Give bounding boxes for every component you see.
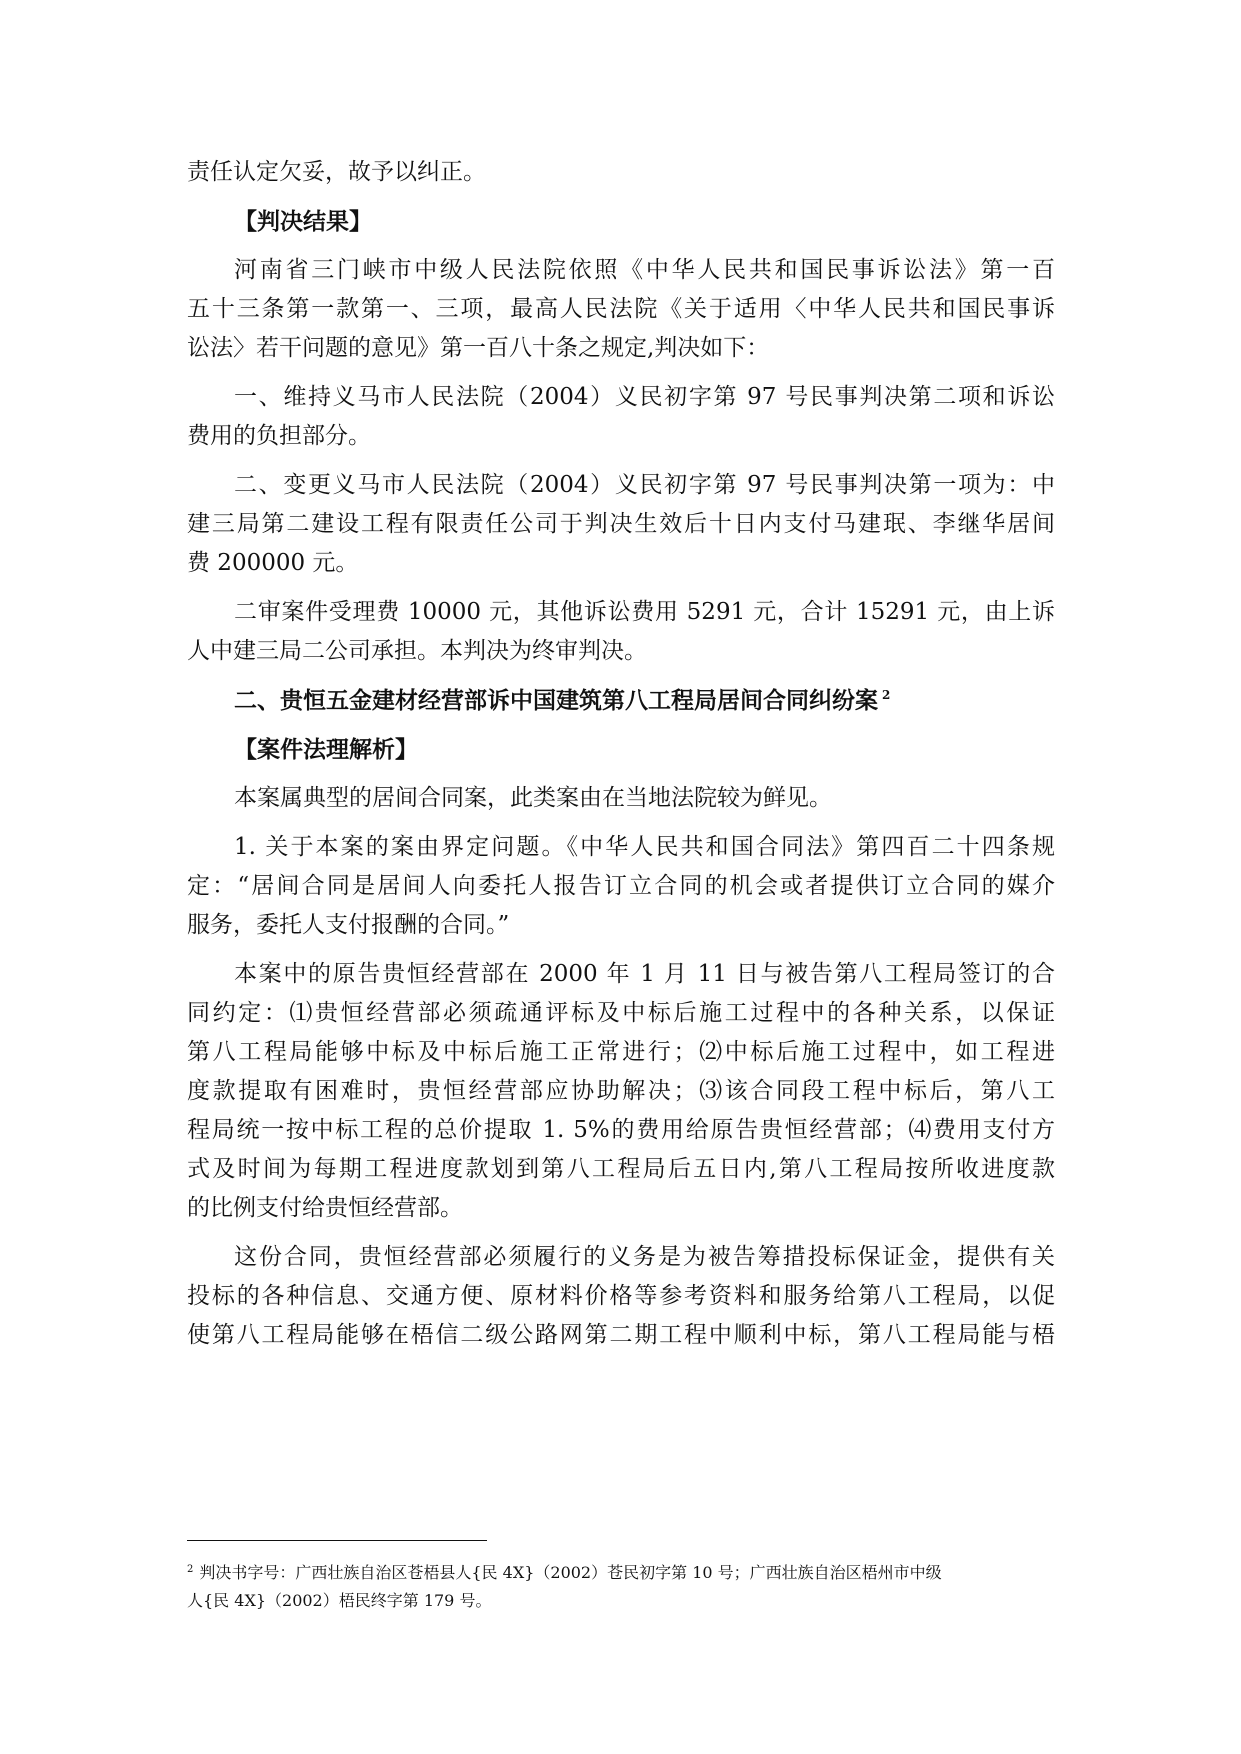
- line-text: 【判决结果】: [234, 208, 372, 235]
- paragraph-gap: [187, 368, 1055, 378]
- line-text: 二审案件受理费 10000 元，其他诉讼费用 5291 元，合计 15291 元，由上诉: [234, 599, 1055, 625]
- line-text: 本案属典型的居间合同案，此类案由在当地法院较为鲜见。: [234, 785, 832, 811]
- footnote-line: [187, 1559, 1055, 1587]
- paragraph-gap: [187, 1228, 1055, 1238]
- paragraph-gap: [187, 456, 1055, 466]
- text-line: [187, 417, 1055, 456]
- line-text: 【案件法理解析】: [234, 736, 418, 763]
- body-text: [187, 153, 1055, 1355]
- paragraph-gap: [187, 720, 1055, 730]
- line-text: 第八工程局能够中标及中标后施工正常进行；⑵中标后施工过程中，如工程进: [187, 1039, 1055, 1065]
- line-text: 服务，委托人支付报酬的合同。”: [187, 912, 510, 938]
- text-line: [187, 1150, 1055, 1189]
- paragraph-gap: [187, 945, 1055, 955]
- text-line: [187, 994, 1055, 1033]
- text-line: [187, 1033, 1055, 1072]
- line-text: 这份合同，贵恒经营部必须履行的义务是为被告筹措投标保证金，提供有关: [234, 1244, 1055, 1270]
- text-line: [187, 593, 1055, 632]
- text-line: [187, 1238, 1055, 1277]
- section-heading: [187, 202, 1055, 241]
- text-line: [187, 1111, 1055, 1150]
- line-text: 人中建三局二公司承担。本判决为终审判决。: [187, 638, 647, 664]
- line-text: 二、贵恒五金建材经营部诉中国建筑第八工程局居间合同纠纷案: [234, 687, 878, 714]
- line-text: 责任认定欠妥，故予以纠正。: [187, 159, 486, 185]
- text-line: [187, 466, 1055, 505]
- paragraph-gap: [187, 671, 1055, 681]
- text-line: [187, 955, 1055, 994]
- line-text: 定：“居间合同是居间人向委托人报告订立合同的机会或者提供订立合同的媒介: [187, 873, 1055, 899]
- text-line: [187, 779, 1055, 818]
- text-line: [187, 378, 1055, 417]
- text-line: [187, 828, 1055, 867]
- footnote: [187, 1559, 1055, 1615]
- footnote-mark: 2: [187, 1563, 194, 1575]
- footnote-line: [187, 1587, 1055, 1615]
- line-text: 费 200000 元。: [187, 550, 359, 576]
- section-heading: [187, 730, 1055, 769]
- paragraph-gap: [187, 192, 1055, 202]
- line-text: 式及时间为每期工程进度款划到第八工程局后五日内,第八工程局按所收进度款: [187, 1156, 1055, 1182]
- line-text: 五十三条第一款第一、三项，最高人民法院《关于适用〈中华人民共和国民事诉: [187, 296, 1055, 322]
- line-text: 度款提取有困难时，贵恒经营部应协助解决；⑶该合同段工程中标后，第八工: [187, 1078, 1055, 1104]
- line-text: 本案中的原告贵恒经营部在 2000 年 1 月 11 日与被告第八工程局签订的合: [234, 961, 1055, 987]
- text-line: [187, 329, 1055, 368]
- text-line: [187, 1316, 1055, 1355]
- line-text: 使第八工程局能够在梧信二级公路网第二期工程中顺利中标，第八工程局能与梧: [187, 1322, 1055, 1348]
- line-text: 投标的各种信息、交通方便、原材料价格等参考资料和服务给第八工程局，以促: [187, 1283, 1055, 1309]
- line-text: 一、维持义马市人民法院（2004）义民初字第 97 号民事判决第二项和诉讼: [234, 384, 1055, 410]
- text-line: [187, 1277, 1055, 1316]
- text-line: [187, 1189, 1055, 1228]
- text-line: [187, 1072, 1055, 1111]
- section-heading: [187, 681, 1055, 720]
- footnote-separator: [187, 1540, 487, 1541]
- text-line: [187, 544, 1055, 583]
- line-text: 同约定：⑴贵恒经营部必须疏通评标及中标后施工过程中的各种关系，以保证: [187, 1000, 1055, 1026]
- text-line: [187, 867, 1055, 906]
- text-line: [187, 906, 1055, 945]
- text-line: [187, 153, 1055, 192]
- footnote-reference: 2: [882, 688, 891, 703]
- paragraph-gap: [187, 583, 1055, 593]
- line-text: 程局统一按中标工程的总价提取 1. 5%的费用给原告贵恒经营部；⑷费用支付方: [187, 1117, 1055, 1143]
- text-line: [187, 505, 1055, 544]
- footnote-text: 人{民 4X}（2002）梧民终字第 179 号。: [187, 1591, 492, 1610]
- footnote-text: 判决书字号：广西壮族自治区苍梧县人{民 4X}（2002）苍民初字第 10 号；广西壮族自治区梧州市中级: [199, 1563, 942, 1582]
- text-line: [187, 290, 1055, 329]
- line-text: 河南省三门峡市中级人民法院依照《中华人民共和国民事诉讼法》第一百: [234, 257, 1055, 283]
- text-line: [187, 251, 1055, 290]
- paragraph-gap: [187, 241, 1055, 251]
- line-text: 1. 关于本案的案由界定问题。《中华人民共和国合同法》第四百二十四条规: [234, 834, 1055, 860]
- paragraph-gap: [187, 769, 1055, 779]
- paragraph-gap: [187, 818, 1055, 828]
- text-line: [187, 632, 1055, 671]
- line-text: 费用的负担部分。: [187, 423, 371, 449]
- line-text: 讼法〉若干问题的意见》第一百八十条之规定,判决如下：: [187, 335, 770, 361]
- line-text: 建三局第二建设工程有限责任公司于判决生效后十日内支付马建珉、李继华居间: [187, 511, 1055, 537]
- line-text: 二、变更义马市人民法院（2004）义民初字第 97 号民事判决第一项为：中: [234, 472, 1055, 498]
- line-text: 的比例支付给贵恒经营部。: [187, 1195, 463, 1221]
